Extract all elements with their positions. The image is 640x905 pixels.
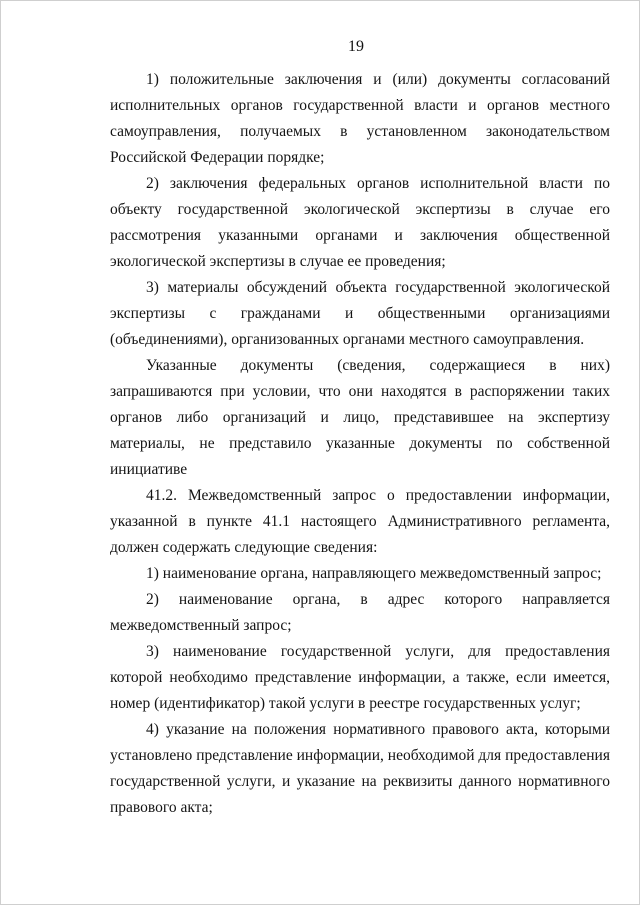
paragraph: 3) наименование государственной услуги, для предоставления которой необходимо представление информации, а также, если имеется, номер (идентификатор) такой услуги в реестре государственных услуг; [110,643,610,712]
paragraph: 3) материалы обсуждений объекта государственной экологической экспертизы с гражданами и общественными организациями (объединениями), организованных органами местного самоуправления. [110,279,610,348]
paragraph: 4) указание на положения нормативного правового акта, которыми установлено представление информации, необходимой для предоставления государственной услуги, и указание на реквизиты данного нормативного правового акта; [110,721,610,816]
paragraph: Указанные документы (сведения, содержащиеся в них) запрашиваются при условии, что они находятся в распоряжении таких органов либо организаций и лицо, представившее на экспертизу материалы, не представило указанные документы по собственной инициативе [110,357,610,478]
paragraph: 41.2. Межведомственный запрос о предоставлении информации, указанной в пункте 41.1 настоящего Административного регламента, должен содержать следующие сведения: [110,487,610,556]
document-body [110,67,610,821]
paragraph: 1) положительные заключения и (или) документы согласований исполнительных органов государственной власти и органов местного самоуправления, получаемых в установленном законодательством Российской Федерации порядке; [110,71,610,166]
paragraph: 1) наименование органа, направляющего межведомственный запрос; [146,565,602,582]
page-number: 19 [348,38,364,55]
paragraph: 2) наименование органа, в адрес которого направляется межведомственный запрос; [110,591,610,634]
paragraph: 2) заключения федеральных органов исполнительной власти по объекту государственной экологической экспертизы в случае его рассмотрения указанными органами и заключения общественной экологической экспертизы в случае ее проведения; [110,175,610,270]
